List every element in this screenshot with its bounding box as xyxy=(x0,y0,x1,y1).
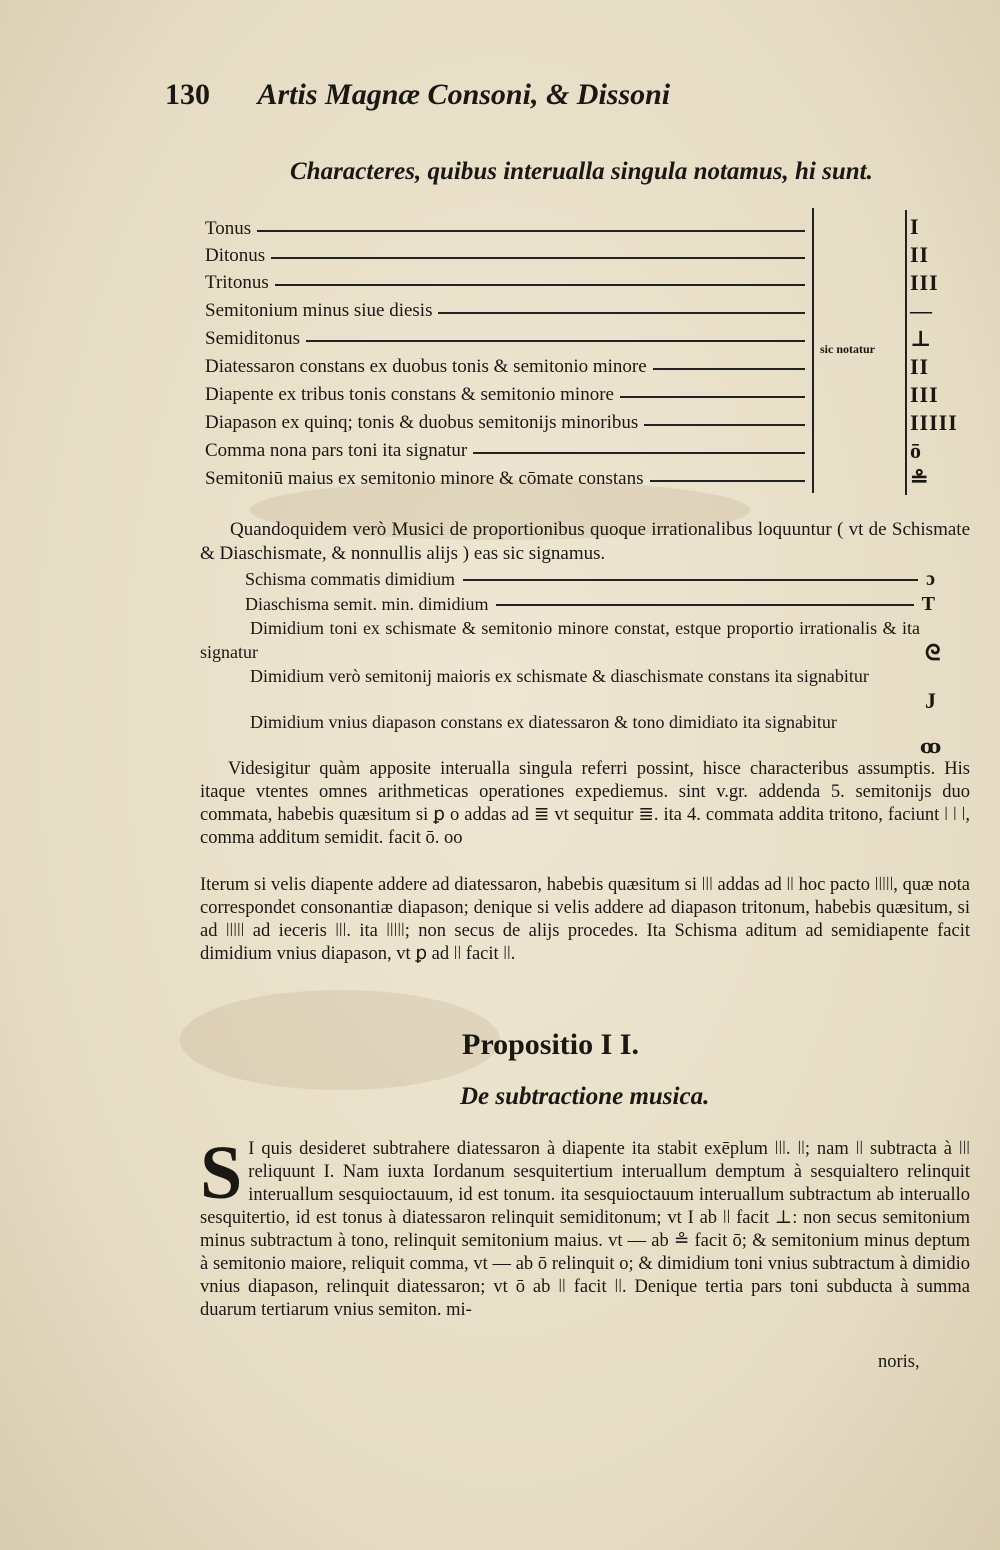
drop-cap: S xyxy=(200,1131,243,1215)
bleed-through-stain xyxy=(180,990,500,1090)
interval-row: Diapente ex tribus tonis constans & semitonio minore xyxy=(205,382,805,408)
interval-row: Semiditonus xyxy=(205,326,805,352)
symbol-column-rule xyxy=(905,210,907,495)
interval-symbol: ≗ xyxy=(910,466,930,491)
interval-symbol: IIIII xyxy=(910,410,958,435)
section-heading: Characteres, quibus interualla singula notamus, hi sunt. xyxy=(290,158,873,185)
sic-notatur-label: sic notatur xyxy=(820,342,875,356)
dimidium-diapason-paragraph: Dimidium vnius diapason constans ex diatessaron & tono dimidiato ita signabitur xyxy=(250,712,837,732)
subtraction-text: I quis desideret subtrahere diatessaron à diapente ita stabit exēplum ǀǀǀ. ǀǀ; nam ǀǀ subtracta à ǀǀǀ reliquunt I. Nam iuxta Iordanum sesquitertium interuallum demptum à sesquialtero relinquit interuallum sesquioctauum, id est tonum. ita sesquioctauum interuallum subtractum ab interuallo sesquitertio, id est tonus à diatessaron relinquit semiditonum; vt I ab ǀǀ facit ⊥: non secus semitonium minus subtractum à tono, relinquit semitonium maius. vt — ab ≗ facit ō; & semitonium minus deptum à semitonio maiore, reliquit comma, vt — ab ō relinquit o; & dimidium toni vnius subtractum à dimidio vnius diapason, relinquit diatessaron; vt ō ab ǀǀ facit ǀǀ. Denique tertia pars toni subducta à summa duarum tertiarum vnius semiton. mi- xyxy=(200,1139,970,1320)
interval-row: Tonus xyxy=(205,216,805,242)
interval-symbol: ō xyxy=(910,438,922,463)
dimidium-semitonij-symbol: J xyxy=(925,688,936,713)
interval-row: Semitoniū maius ex semitonio minore & cōmate constans xyxy=(205,466,805,492)
interval-row: Semitonium minus siue diesis xyxy=(205,298,805,324)
intro-paragraph: Quandoquidem verò Musici de proportionibus quoque irrationalibus loquuntur ( vt de Schismate & Diaschismate, & nonnullis alijs ) eas sic signamus. xyxy=(200,519,970,564)
interval-symbol: II xyxy=(910,354,930,379)
irrational-symbol: ɔ xyxy=(926,568,935,590)
dimidium-semitonij-paragraph: Dimidium verò semitonij maioris ex schismate & diaschismate constans ita signabitur xyxy=(250,666,869,686)
addition-paragraph: Videsigitur quàm apposite interualla singula referri possint, hisce characteribus assumptis. His itaque vtentes omnes arithmeticas operationes expediemus. sint v.gr. addenda 5. semitonijs duo commata, habebis quæsitum si ꝑ o addas ad ≣ vt sequitur ≣. ita 4. commata addita tritono, faciunt ǀ ǀ ǀ, comma additum semidit. facit ō. oo xyxy=(200,759,970,848)
dimidium-toni-paragraph: Dimidium toni ex schismate & semitonio minore constat, estque proportio irrationalis & ita signatur xyxy=(200,618,920,662)
subtraction-paragraph xyxy=(200,1131,970,1322)
interval-row: Diapason ex quinq; tonis & duobus semitonijs minoribus xyxy=(205,410,805,436)
irrational-symbol: T xyxy=(921,593,935,615)
page-header xyxy=(165,78,670,112)
proposition-title: Propositio I I. xyxy=(462,1028,639,1061)
table-brace xyxy=(802,208,814,493)
irrational-row: Diaschisma semit. min. dimidium T xyxy=(245,593,935,615)
running-title: Artis Magnæ Consoni, & Dissoni xyxy=(257,78,671,111)
interval-symbol: II xyxy=(910,242,930,267)
proposition-subtitle: De subtractione musica. xyxy=(460,1083,710,1110)
irrational-row: Schisma commatis dimidium ɔ xyxy=(245,568,935,590)
catchword: noris, xyxy=(878,1352,920,1372)
dimidium-toni-symbol: ᘓ xyxy=(925,640,941,665)
interval-row: Comma nona pars toni ita signatur xyxy=(205,438,805,464)
addition-paragraph-2: Iterum si velis diapente addere ad diatessaron, habebis quæsitum si ǀǀǀ addas ad ǀǀ hoc pacto ǀǀǀǀǀ, quæ nota correspondet consonantiæ diapason; denique si velis addere ad diapason tritonum, habebis quæsitum, si ad ǀǀǀǀǀ ad ieceris ǀǀǀ. ita ǀǀǀǀǀ; non secus de alijs procedes. Ita Schisma aditum ad semidiapente facit dimidium vnius diapason, vt ꝑ ad ǀǀ facit ǀǀ. xyxy=(200,875,970,964)
interval-row: Tritonus xyxy=(205,270,805,296)
interval-symbol: — xyxy=(910,298,933,323)
interval-symbol: I xyxy=(910,214,920,239)
page-number: 130 xyxy=(165,78,210,111)
interval-symbol: III xyxy=(910,270,939,295)
dimidium-diapason-symbol: ꝏ xyxy=(920,736,942,758)
interval-row: Ditonus xyxy=(205,243,805,269)
interval-symbol: III xyxy=(910,382,939,407)
interval-row: Diatessaron constans ex duobus tonis & semitonio minore xyxy=(205,354,805,380)
interval-symbol: ⊥ xyxy=(910,326,933,351)
